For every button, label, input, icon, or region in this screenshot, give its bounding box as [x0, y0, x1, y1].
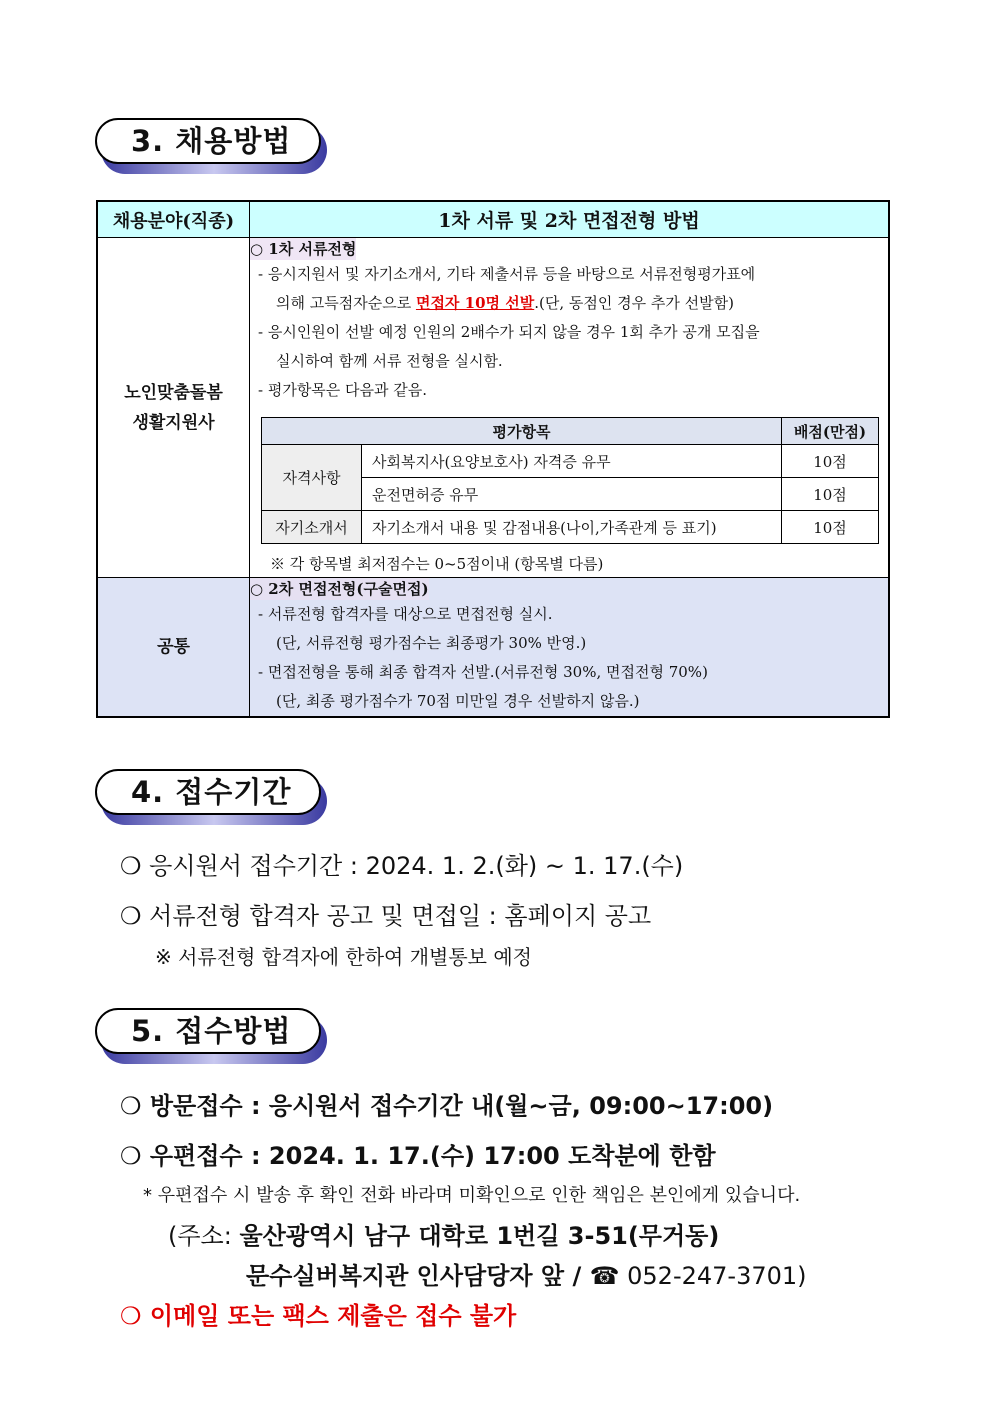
recruitment-method-table	[96, 200, 890, 718]
text-line: 실시하여 함께 서류 전형을 실시함.	[276, 352, 503, 370]
subtitle-wrap	[250, 238, 888, 260]
field-line-1: 노인맞춤돌봄	[124, 382, 223, 403]
text-line: - 응시인원이 선발 예정 인원의 2배수가 되지 않을 경우 1회 추가 공개 모집을	[258, 323, 760, 341]
eval-header-row	[262, 418, 879, 445]
recipient-text: 문수실버복지관 인사담당자 앞 /	[246, 1262, 590, 1290]
text-line: - 평가항목은 다음과 같음.	[258, 381, 428, 399]
email-fax-warning: ❍ 이메일 또는 팩스 제출은 접수 불가	[120, 1302, 517, 1330]
eval-group: 자기소개서	[262, 511, 362, 544]
table-header-row	[97, 201, 889, 238]
interview-cell	[250, 578, 890, 718]
field-cell	[97, 238, 250, 578]
section-4-title: 4. 접수기간	[95, 769, 321, 815]
eval-header-score: 배점(만점)	[782, 418, 879, 445]
text-line: - 서류전형 합격자를 대상으로 면접전형 실시.	[258, 605, 553, 623]
eval-item: 운전면허증 유무	[362, 478, 782, 511]
method-cell	[250, 238, 890, 578]
phone-number: 052-247-3701)	[619, 1262, 807, 1290]
field-line-2: 생활지원사	[132, 412, 215, 433]
header-method: 1차 서류 및 2차 면접전형 방법	[250, 201, 890, 238]
mail-note: * 우편접수 시 발송 후 확인 전화 바라며 미확인으로 인한 책임은 본인에게 있습니다.	[143, 1185, 801, 1206]
address-line-1	[168, 1216, 719, 1251]
application-period: ❍ 응시원서 접수기간 : 2024. 1. 2.(화) ~ 1. 17.(수)	[120, 852, 684, 880]
eval-score: 10점	[782, 445, 879, 478]
text-line: - 면접전형을 통해 최종 합격자 선발.(서류전형 30%, 면접전형 70%)	[258, 663, 708, 681]
eval-score: 10점	[782, 511, 879, 544]
text-line	[250, 289, 888, 318]
address-line-2	[246, 1256, 807, 1291]
text-line: (단, 서류전형 평가점수는 최종평가 30% 반영.)	[276, 634, 587, 652]
eval-row	[262, 511, 879, 544]
text-line: - 응시지원서 및 자기소개서, 기타 제출서류 등을 바탕으로 서류전형평가표에	[258, 265, 756, 283]
eval-header-item: 평가항목	[262, 418, 782, 445]
eval-item: 사회복지사(요양보호사) 자격증 유무	[362, 445, 782, 478]
field-cell-common: 공통	[97, 578, 250, 718]
text-span: .(단, 동점인 경우 추가 선발함)	[534, 294, 734, 312]
text-span: 의해 고득점자순으로	[276, 294, 416, 312]
table-row-document	[97, 238, 889, 578]
section-4-header	[95, 769, 327, 825]
section-3-header	[95, 118, 327, 174]
section-5-header	[95, 1008, 327, 1064]
eval-note: ※ 각 항목별 최저점수는 0~5점이내 (항목별 다름)	[270, 555, 604, 573]
highlight-selection: 면접자 10명 선발	[415, 294, 535, 312]
mail-submission: ❍ 우편접수 : 2024. 1. 17.(수) 17:00 도착분에 한함	[120, 1142, 716, 1170]
address-text: 울산광역시 남구 대학로 1번길 3-51(무거동)	[239, 1222, 720, 1250]
visit-submission: ❍ 방문접수 : 응시원서 접수기간 내(월~금, 09:00~17:00)	[120, 1092, 774, 1120]
section-3-title: 3. 채용방법	[95, 118, 321, 164]
text-line: (단, 최종 평가점수가 70점 미만일 경우 선발하지 않음.)	[276, 692, 640, 710]
phone-icon: ☎	[589, 1262, 620, 1290]
announcement-line: ❍ 서류전형 합격자 공고 및 면접일 : 홈페이지 공고	[120, 902, 652, 930]
header-field: 채용분야(직종)	[97, 201, 250, 238]
eval-row	[262, 445, 879, 478]
eval-score: 10점	[782, 478, 879, 511]
eval-item: 자기소개서 내용 및 감점내용(나이,가족관계 등 표기)	[362, 511, 782, 544]
eval-group: 자격사항	[262, 445, 362, 511]
table-row-interview	[97, 578, 889, 718]
address-label: (주소:	[168, 1222, 240, 1250]
subtitle-wrap	[250, 578, 888, 600]
evaluation-table	[261, 417, 879, 544]
document-screening-subtitle: ○ 1차 서류전형	[250, 240, 357, 258]
section-5-title: 5. 접수방법	[95, 1008, 321, 1054]
interview-subtitle: ○ 2차 면접전형(구술면접)	[250, 580, 429, 598]
individual-notice: ※ 서류전형 합격자에 한하여 개별통보 예정	[155, 945, 532, 969]
